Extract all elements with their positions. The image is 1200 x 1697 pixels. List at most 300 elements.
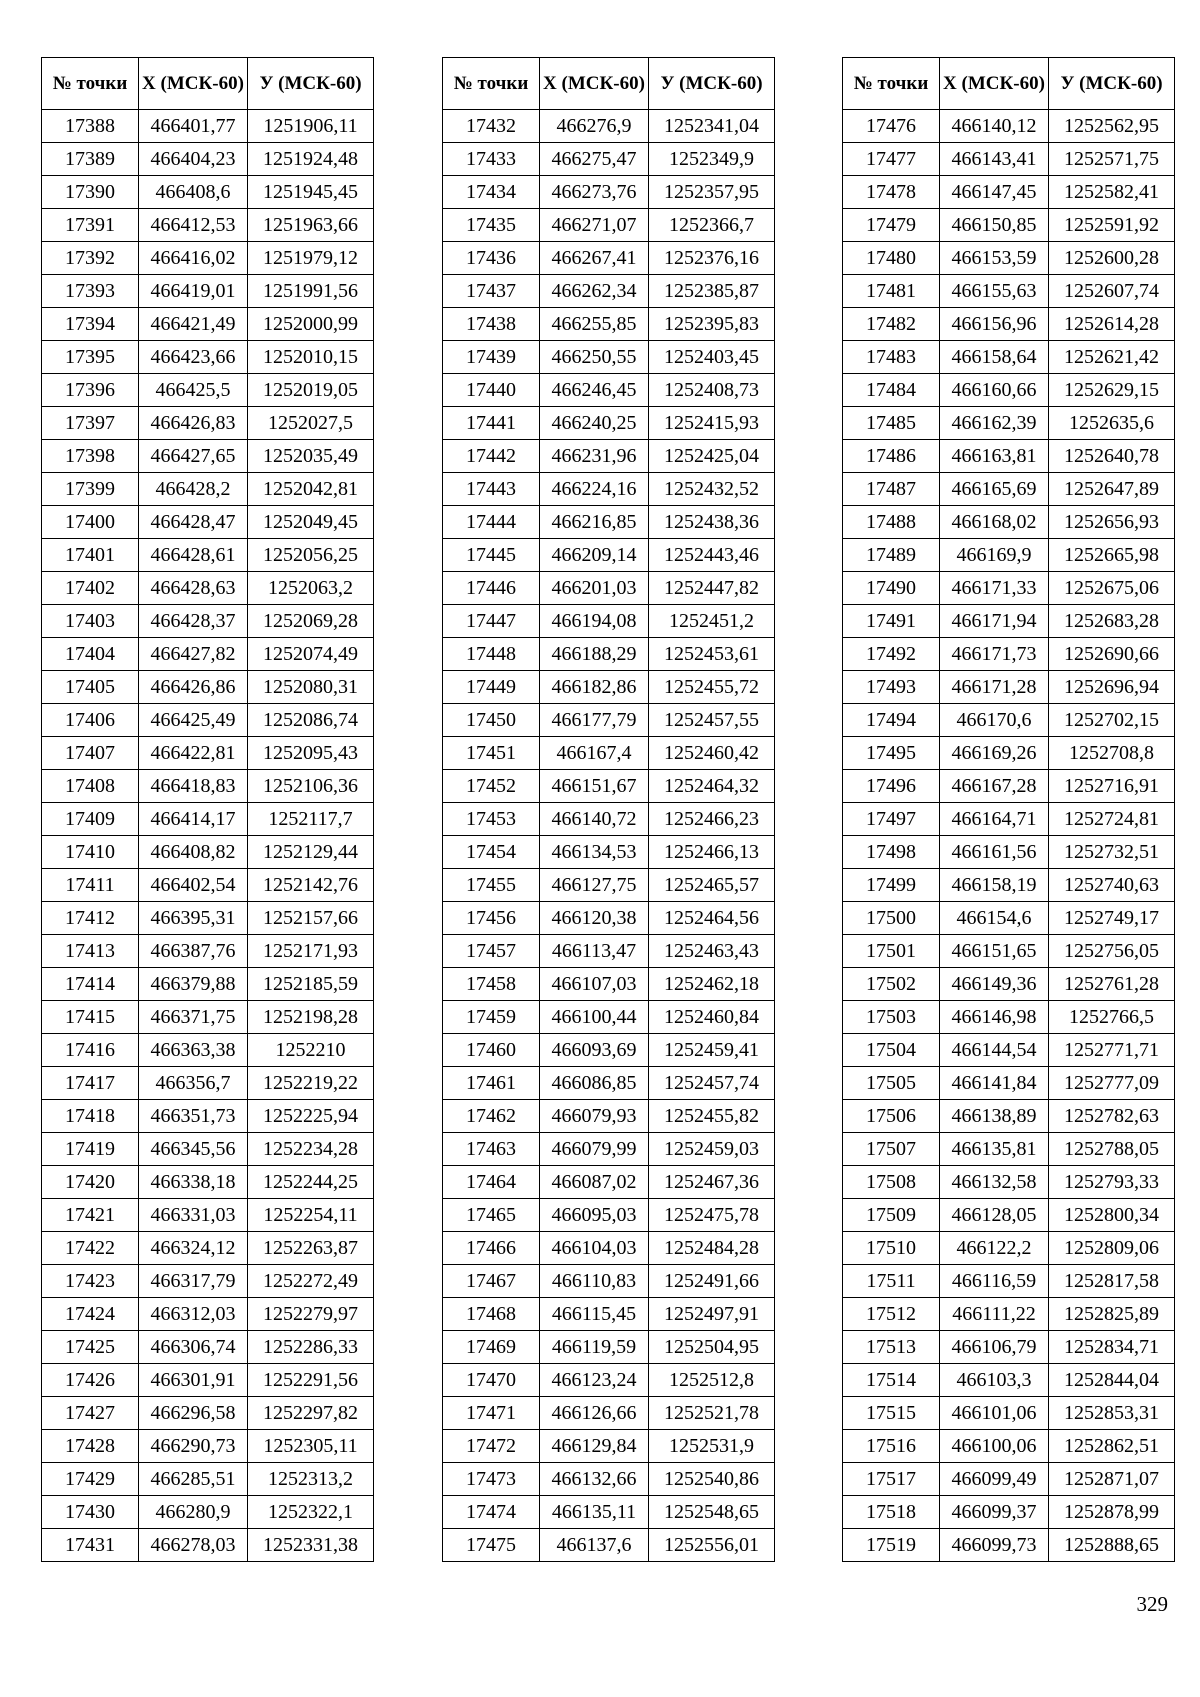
cell-y-coordinate: 1252142,76 — [248, 869, 374, 902]
cell-point-number: 17517 — [843, 1463, 940, 1496]
cell-x-coordinate: 466171,33 — [940, 572, 1049, 605]
cell-y-coordinate: 1252466,13 — [649, 836, 775, 869]
cell-x-coordinate: 466167,28 — [940, 770, 1049, 803]
table-row — [42, 1397, 374, 1430]
cell-point-number: 17485 — [843, 407, 940, 440]
cell-point-number: 17475 — [443, 1529, 540, 1562]
cell-x-coordinate: 466301,91 — [139, 1364, 248, 1397]
cell-point-number: 17407 — [42, 737, 139, 770]
table-row — [843, 1166, 1175, 1199]
cell-x-coordinate: 466087,02 — [540, 1166, 649, 1199]
table-row — [443, 1529, 775, 1562]
cell-x-coordinate: 466427,65 — [139, 440, 248, 473]
cell-x-coordinate: 466169,9 — [940, 539, 1049, 572]
table-row — [443, 407, 775, 440]
cell-y-coordinate: 1252457,55 — [649, 704, 775, 737]
cell-x-coordinate: 466428,47 — [139, 506, 248, 539]
table-row — [42, 209, 374, 242]
cell-y-coordinate: 1252027,5 — [248, 407, 374, 440]
cell-y-coordinate: 1251979,12 — [248, 242, 374, 275]
table-row — [843, 1265, 1175, 1298]
cell-point-number: 17462 — [443, 1100, 540, 1133]
cell-x-coordinate: 466426,86 — [139, 671, 248, 704]
cell-y-coordinate: 1252462,18 — [649, 968, 775, 1001]
table-row — [443, 737, 775, 770]
cell-point-number: 17507 — [843, 1133, 940, 1166]
cell-y-coordinate: 1252647,89 — [1049, 473, 1175, 506]
table-row — [443, 1232, 775, 1265]
table-row — [42, 1463, 374, 1496]
cell-x-coordinate: 466262,34 — [540, 275, 649, 308]
cell-x-coordinate: 466141,84 — [940, 1067, 1049, 1100]
cell-y-coordinate: 1252117,7 — [248, 803, 374, 836]
cell-y-coordinate: 1252531,9 — [649, 1430, 775, 1463]
table-row — [42, 440, 374, 473]
cell-x-coordinate: 466100,06 — [940, 1430, 1049, 1463]
cell-point-number: 17403 — [42, 605, 139, 638]
cell-x-coordinate: 466194,08 — [540, 605, 649, 638]
cell-y-coordinate: 1252853,31 — [1049, 1397, 1175, 1430]
cell-y-coordinate: 1252019,05 — [248, 374, 374, 407]
cell-x-coordinate: 466140,12 — [940, 110, 1049, 143]
cell-point-number: 17484 — [843, 374, 940, 407]
cell-x-coordinate: 466126,66 — [540, 1397, 649, 1430]
cell-y-coordinate: 1252825,89 — [1049, 1298, 1175, 1331]
table-row — [443, 836, 775, 869]
table-row — [843, 935, 1175, 968]
cell-y-coordinate: 1252466,23 — [649, 803, 775, 836]
cell-x-coordinate: 466161,56 — [940, 836, 1049, 869]
cell-y-coordinate: 1251924,48 — [248, 143, 374, 176]
table-row — [443, 341, 775, 374]
table-row — [42, 473, 374, 506]
table-row — [843, 539, 1175, 572]
cell-x-coordinate: 466171,73 — [940, 638, 1049, 671]
table-row — [443, 110, 775, 143]
cell-y-coordinate: 1252074,49 — [248, 638, 374, 671]
cell-x-coordinate: 466156,96 — [940, 308, 1049, 341]
cell-x-coordinate: 466404,23 — [139, 143, 248, 176]
table-row — [843, 1199, 1175, 1232]
table-row — [443, 209, 775, 242]
cell-y-coordinate: 1252263,87 — [248, 1232, 374, 1265]
cell-point-number: 17500 — [843, 902, 940, 935]
table-row — [843, 737, 1175, 770]
table-row — [843, 143, 1175, 176]
cell-point-number: 17452 — [443, 770, 540, 803]
cell-y-coordinate: 1252438,36 — [649, 506, 775, 539]
table-row — [843, 704, 1175, 737]
cell-x-coordinate: 466412,53 — [139, 209, 248, 242]
cell-point-number: 17405 — [42, 671, 139, 704]
cell-x-coordinate: 466120,38 — [540, 902, 649, 935]
header-point-number: № точки — [42, 58, 139, 110]
cell-point-number: 17430 — [42, 1496, 139, 1529]
cell-x-coordinate: 466171,28 — [940, 671, 1049, 704]
cell-y-coordinate: 1252621,42 — [1049, 341, 1175, 374]
cell-point-number: 17473 — [443, 1463, 540, 1496]
cell-point-number: 17399 — [42, 473, 139, 506]
cell-y-coordinate: 1252548,65 — [649, 1496, 775, 1529]
cell-y-coordinate: 1252395,83 — [649, 308, 775, 341]
cell-y-coordinate: 1252512,8 — [649, 1364, 775, 1397]
cell-y-coordinate: 1252844,04 — [1049, 1364, 1175, 1397]
table-row — [42, 1496, 374, 1529]
cell-y-coordinate: 1252322,1 — [248, 1496, 374, 1529]
cell-point-number: 17481 — [843, 275, 940, 308]
cell-y-coordinate: 1252341,04 — [649, 110, 775, 143]
cell-y-coordinate: 1252272,49 — [248, 1265, 374, 1298]
cell-x-coordinate: 466427,82 — [139, 638, 248, 671]
table-row — [42, 143, 374, 176]
table-row — [843, 1364, 1175, 1397]
cell-point-number: 17451 — [443, 737, 540, 770]
cell-x-coordinate: 466422,81 — [139, 737, 248, 770]
cell-y-coordinate: 1252198,28 — [248, 1001, 374, 1034]
cell-x-coordinate: 466273,76 — [540, 176, 649, 209]
cell-point-number: 17436 — [443, 242, 540, 275]
cell-point-number: 17406 — [42, 704, 139, 737]
cell-point-number: 17417 — [42, 1067, 139, 1100]
cell-y-coordinate: 1252366,7 — [649, 209, 775, 242]
cell-x-coordinate: 466101,06 — [940, 1397, 1049, 1430]
table-row — [843, 176, 1175, 209]
cell-x-coordinate: 466110,83 — [540, 1265, 649, 1298]
table-row — [42, 1034, 374, 1067]
cell-y-coordinate: 1252357,95 — [649, 176, 775, 209]
cell-y-coordinate: 1252432,52 — [649, 473, 775, 506]
cell-y-coordinate: 1252582,41 — [1049, 176, 1175, 209]
table-row — [843, 1496, 1175, 1529]
cell-point-number: 17439 — [443, 341, 540, 374]
cell-x-coordinate: 466402,54 — [139, 869, 248, 902]
cell-point-number: 17487 — [843, 473, 940, 506]
cell-x-coordinate: 466171,94 — [940, 605, 1049, 638]
cell-x-coordinate: 466428,37 — [139, 605, 248, 638]
cell-x-coordinate: 466079,99 — [540, 1133, 649, 1166]
cell-point-number: 17466 — [443, 1232, 540, 1265]
cell-x-coordinate: 466158,64 — [940, 341, 1049, 374]
cell-point-number: 17498 — [843, 836, 940, 869]
table-row — [42, 935, 374, 968]
cell-y-coordinate: 1252777,09 — [1049, 1067, 1175, 1100]
cell-y-coordinate: 1252656,93 — [1049, 506, 1175, 539]
cell-point-number: 17505 — [843, 1067, 940, 1100]
cell-y-coordinate: 1252521,78 — [649, 1397, 775, 1430]
table-row — [42, 1265, 374, 1298]
cell-y-coordinate: 1252497,91 — [649, 1298, 775, 1331]
table-row — [843, 1232, 1175, 1265]
cell-x-coordinate: 466158,19 — [940, 869, 1049, 902]
table-row — [42, 341, 374, 374]
cell-y-coordinate: 1252862,51 — [1049, 1430, 1175, 1463]
table-row — [42, 407, 374, 440]
table-row — [843, 341, 1175, 374]
cell-y-coordinate: 1252665,98 — [1049, 539, 1175, 572]
cell-point-number: 17478 — [843, 176, 940, 209]
cell-x-coordinate: 466115,45 — [540, 1298, 649, 1331]
table-row — [843, 374, 1175, 407]
cell-point-number: 17470 — [443, 1364, 540, 1397]
cell-point-number: 17519 — [843, 1529, 940, 1562]
table-row — [443, 935, 775, 968]
cell-x-coordinate: 466168,02 — [940, 506, 1049, 539]
cell-x-coordinate: 466137,6 — [540, 1529, 649, 1562]
cell-point-number: 17509 — [843, 1199, 940, 1232]
cell-point-number: 17444 — [443, 506, 540, 539]
cell-x-coordinate: 466345,56 — [139, 1133, 248, 1166]
table-row — [843, 671, 1175, 704]
cell-point-number: 17501 — [843, 935, 940, 968]
cell-y-coordinate: 1252234,28 — [248, 1133, 374, 1166]
table-row — [443, 1133, 775, 1166]
table-row — [843, 968, 1175, 1001]
cell-x-coordinate: 466428,2 — [139, 473, 248, 506]
table-row — [443, 1199, 775, 1232]
cell-x-coordinate: 466132,58 — [940, 1166, 1049, 1199]
table-row — [843, 209, 1175, 242]
cell-x-coordinate: 466182,86 — [540, 671, 649, 704]
cell-x-coordinate: 466250,55 — [540, 341, 649, 374]
cell-point-number: 17510 — [843, 1232, 940, 1265]
cell-point-number: 17477 — [843, 143, 940, 176]
cell-x-coordinate: 466421,49 — [139, 308, 248, 341]
cell-y-coordinate: 1252465,57 — [649, 869, 775, 902]
cell-point-number: 17440 — [443, 374, 540, 407]
cell-point-number: 17463 — [443, 1133, 540, 1166]
cell-point-number: 17457 — [443, 935, 540, 968]
cell-y-coordinate: 1251991,56 — [248, 275, 374, 308]
cell-x-coordinate: 466144,54 — [940, 1034, 1049, 1067]
cell-x-coordinate: 466423,66 — [139, 341, 248, 374]
cell-point-number: 17504 — [843, 1034, 940, 1067]
table-header-row — [42, 58, 374, 110]
cell-point-number: 17491 — [843, 605, 940, 638]
cell-point-number: 17441 — [443, 407, 540, 440]
cell-point-number: 17400 — [42, 506, 139, 539]
cell-point-number: 17443 — [443, 473, 540, 506]
cell-x-coordinate: 466135,11 — [540, 1496, 649, 1529]
cell-y-coordinate: 1252464,32 — [649, 770, 775, 803]
cell-point-number: 17515 — [843, 1397, 940, 1430]
cell-y-coordinate: 1252095,43 — [248, 737, 374, 770]
cell-y-coordinate: 1252457,74 — [649, 1067, 775, 1100]
cell-x-coordinate: 466143,41 — [940, 143, 1049, 176]
table-row — [843, 440, 1175, 473]
table-row — [443, 473, 775, 506]
cell-y-coordinate: 1251963,66 — [248, 209, 374, 242]
cell-point-number: 17469 — [443, 1331, 540, 1364]
cell-y-coordinate: 1252614,28 — [1049, 308, 1175, 341]
table-row — [443, 605, 775, 638]
cell-point-number: 17506 — [843, 1100, 940, 1133]
cell-x-coordinate: 466128,05 — [940, 1199, 1049, 1232]
cell-point-number: 17502 — [843, 968, 940, 1001]
table-row — [843, 836, 1175, 869]
cell-x-coordinate: 466103,3 — [940, 1364, 1049, 1397]
cell-x-coordinate: 466246,45 — [540, 374, 649, 407]
table-row — [843, 242, 1175, 275]
cell-y-coordinate: 1251906,11 — [248, 110, 374, 143]
cell-y-coordinate: 1252453,61 — [649, 638, 775, 671]
cell-y-coordinate: 1252690,66 — [1049, 638, 1175, 671]
cell-y-coordinate: 1252408,73 — [649, 374, 775, 407]
cell-x-coordinate: 466387,76 — [139, 935, 248, 968]
cell-y-coordinate: 1252464,56 — [649, 902, 775, 935]
cell-x-coordinate: 466188,29 — [540, 638, 649, 671]
table-row — [42, 1199, 374, 1232]
cell-x-coordinate: 466153,59 — [940, 242, 1049, 275]
cell-x-coordinate: 466267,41 — [540, 242, 649, 275]
cell-y-coordinate: 1252888,65 — [1049, 1529, 1175, 1562]
table-row — [42, 605, 374, 638]
table-row — [42, 638, 374, 671]
table-row — [443, 869, 775, 902]
coordinates-table-3 — [842, 57, 1175, 1562]
table-row — [843, 572, 1175, 605]
cell-y-coordinate: 1251945,45 — [248, 176, 374, 209]
table-row — [443, 1496, 775, 1529]
table-row — [843, 407, 1175, 440]
cell-y-coordinate: 1252291,56 — [248, 1364, 374, 1397]
table-row — [42, 242, 374, 275]
table-row — [443, 1001, 775, 1034]
table-row — [843, 1397, 1175, 1430]
cell-y-coordinate: 1252106,36 — [248, 770, 374, 803]
cell-y-coordinate: 1252540,86 — [649, 1463, 775, 1496]
cell-y-coordinate: 1252415,93 — [649, 407, 775, 440]
cell-x-coordinate: 466280,9 — [139, 1496, 248, 1529]
cell-point-number: 17460 — [443, 1034, 540, 1067]
cell-point-number: 17390 — [42, 176, 139, 209]
cell-y-coordinate: 1252447,82 — [649, 572, 775, 605]
cell-y-coordinate: 1252313,2 — [248, 1463, 374, 1496]
cell-x-coordinate: 466163,81 — [940, 440, 1049, 473]
cell-x-coordinate: 466164,71 — [940, 803, 1049, 836]
cell-point-number: 17438 — [443, 308, 540, 341]
cell-x-coordinate: 466351,73 — [139, 1100, 248, 1133]
cell-x-coordinate: 466271,07 — [540, 209, 649, 242]
cell-point-number: 17448 — [443, 638, 540, 671]
cell-point-number: 17461 — [443, 1067, 540, 1100]
cell-point-number: 17428 — [42, 1430, 139, 1463]
cell-y-coordinate: 1252766,5 — [1049, 1001, 1175, 1034]
cell-y-coordinate: 1252635,6 — [1049, 407, 1175, 440]
table-row — [443, 1430, 775, 1463]
cell-point-number: 17518 — [843, 1496, 940, 1529]
cell-x-coordinate: 466106,79 — [940, 1331, 1049, 1364]
table-row — [443, 440, 775, 473]
cell-point-number: 17398 — [42, 440, 139, 473]
cell-point-number: 17404 — [42, 638, 139, 671]
table-row — [42, 1331, 374, 1364]
cell-point-number: 17413 — [42, 935, 139, 968]
cell-x-coordinate: 466099,49 — [940, 1463, 1049, 1496]
cell-y-coordinate: 1252640,78 — [1049, 440, 1175, 473]
table-row — [42, 374, 374, 407]
cell-y-coordinate: 1252817,58 — [1049, 1265, 1175, 1298]
cell-point-number: 17512 — [843, 1298, 940, 1331]
cell-point-number: 17488 — [843, 506, 940, 539]
cell-y-coordinate: 1252756,05 — [1049, 935, 1175, 968]
cell-point-number: 17392 — [42, 242, 139, 275]
cell-x-coordinate: 466119,59 — [540, 1331, 649, 1364]
cell-point-number: 17396 — [42, 374, 139, 407]
cell-point-number: 17445 — [443, 539, 540, 572]
cell-x-coordinate: 466414,17 — [139, 803, 248, 836]
cell-x-coordinate: 466224,16 — [540, 473, 649, 506]
cell-point-number: 17514 — [843, 1364, 940, 1397]
table-row — [443, 1067, 775, 1100]
cell-point-number: 17447 — [443, 605, 540, 638]
cell-point-number: 17415 — [42, 1001, 139, 1034]
cell-x-coordinate: 466276,9 — [540, 110, 649, 143]
table-row — [42, 176, 374, 209]
cell-point-number: 17411 — [42, 869, 139, 902]
cell-y-coordinate: 1252171,93 — [248, 935, 374, 968]
cell-y-coordinate: 1252740,63 — [1049, 869, 1175, 902]
cell-y-coordinate: 1252556,01 — [649, 1529, 775, 1562]
cell-point-number: 17483 — [843, 341, 940, 374]
table-row — [42, 1067, 374, 1100]
table-row — [443, 242, 775, 275]
table-row — [42, 1166, 374, 1199]
cell-point-number: 17388 — [42, 110, 139, 143]
cell-y-coordinate: 1252080,31 — [248, 671, 374, 704]
cell-x-coordinate: 466165,69 — [940, 473, 1049, 506]
cell-x-coordinate: 466408,6 — [139, 176, 248, 209]
cell-point-number: 17495 — [843, 737, 940, 770]
cell-y-coordinate: 1252385,87 — [649, 275, 775, 308]
cell-x-coordinate: 466113,47 — [540, 935, 649, 968]
cell-x-coordinate: 466086,85 — [540, 1067, 649, 1100]
cell-x-coordinate: 466209,14 — [540, 539, 649, 572]
header-y-coordinate: У (МСК-60) — [1049, 58, 1175, 110]
cell-x-coordinate: 466079,93 — [540, 1100, 649, 1133]
cell-y-coordinate: 1252376,16 — [649, 242, 775, 275]
table-row — [843, 308, 1175, 341]
cell-y-coordinate: 1252443,46 — [649, 539, 775, 572]
cell-point-number: 17422 — [42, 1232, 139, 1265]
cell-point-number: 17419 — [42, 1133, 139, 1166]
cell-x-coordinate: 466134,53 — [540, 836, 649, 869]
cell-point-number: 17432 — [443, 110, 540, 143]
cell-y-coordinate: 1252349,9 — [649, 143, 775, 176]
cell-x-coordinate: 466155,63 — [940, 275, 1049, 308]
cell-y-coordinate: 1252254,11 — [248, 1199, 374, 1232]
cell-point-number: 17492 — [843, 638, 940, 671]
table-row — [42, 1298, 374, 1331]
table-row — [42, 1232, 374, 1265]
table-row — [42, 1133, 374, 1166]
table-row — [443, 1166, 775, 1199]
table-row — [443, 770, 775, 803]
cell-x-coordinate: 466240,25 — [540, 407, 649, 440]
table-row — [843, 902, 1175, 935]
table-row — [42, 1529, 374, 1562]
cell-point-number: 17394 — [42, 308, 139, 341]
cell-point-number: 17467 — [443, 1265, 540, 1298]
cell-y-coordinate: 1252063,2 — [248, 572, 374, 605]
table-row — [443, 968, 775, 1001]
cell-y-coordinate: 1252035,49 — [248, 440, 374, 473]
cell-x-coordinate: 466428,61 — [139, 539, 248, 572]
header-x-coordinate: X (МСК-60) — [139, 58, 248, 110]
cell-y-coordinate: 1252463,43 — [649, 935, 775, 968]
cell-point-number: 17431 — [42, 1529, 139, 1562]
cell-point-number: 17425 — [42, 1331, 139, 1364]
cell-x-coordinate: 466231,96 — [540, 440, 649, 473]
